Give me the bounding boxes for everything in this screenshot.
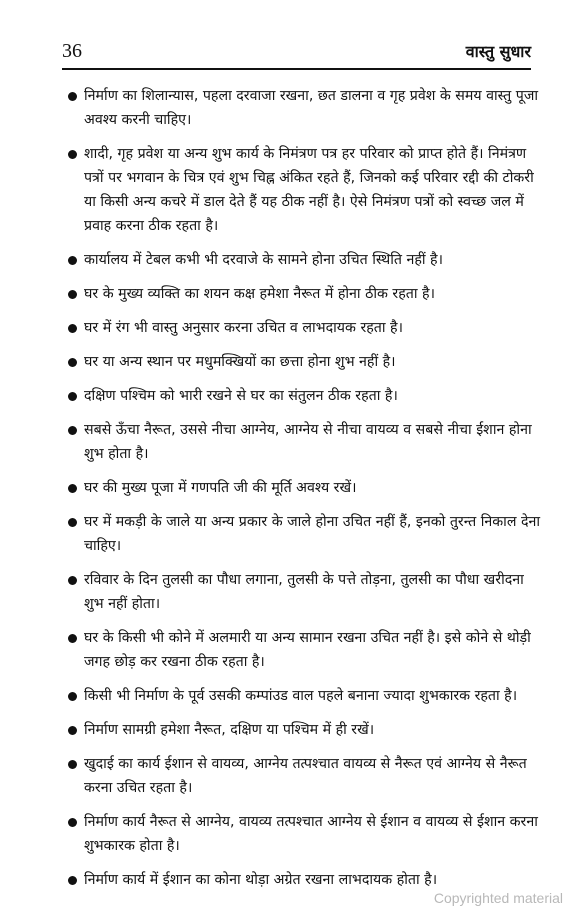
- bullet-icon: [68, 576, 77, 585]
- list-item: [84, 350, 544, 374]
- list-item: [84, 84, 544, 132]
- list-item: [84, 684, 544, 708]
- list-item-text: निर्माण सामग्री हमेशा नैरूत, दक्षिण या पश्चिम में ही रखें।: [84, 722, 375, 738]
- list-item-text: किसी भी निर्माण के पूर्व उसकी कम्पांउड वाल पहले बनाना ज्यादा शुभकारक रहता है।: [84, 688, 518, 704]
- list-item: [84, 718, 544, 742]
- list-item: [84, 384, 544, 408]
- page-header: [62, 38, 531, 70]
- bullet-icon: [68, 726, 77, 735]
- list-item-text: घर के मुख्य व्यक्ति का शयन कक्ष हमेशा नैरूत में होना ठीक रहता है।: [84, 286, 435, 302]
- bullet-icon: [68, 426, 77, 435]
- list-item-text: घर में मकड़ी के जाले या अन्य प्रकार के जाले होना उचित नहीं हैं, इनको तुरन्त निकाल देना चाहिए।: [84, 514, 541, 554]
- list-item-text: घर के किसी भी कोने में अलमारी या अन्य सामान रखना उचित नहीं है। इसे कोने से थोड़ी जगह छोड़ कर रखना ठीक रहता है।: [84, 630, 531, 670]
- list-item: [84, 810, 544, 858]
- list-item: [84, 476, 544, 500]
- list-item: [84, 142, 544, 238]
- list-item-text: खुदाई का कार्य ईशान से वायव्य, आग्नेय तत्पश्चात वायव्य से नैरूत एवं आग्नेय से नैरूत करना उचित रहता है।: [84, 756, 527, 796]
- list-item: [84, 868, 544, 892]
- bullet-icon: [68, 392, 77, 401]
- bullet-icon: [68, 692, 77, 701]
- bullet-icon: [68, 150, 77, 159]
- bullet-icon: [68, 324, 77, 333]
- bullet-icon: [68, 760, 77, 769]
- list-item-text: निर्माण का शिलान्यास, पहला दरवाजा रखना, छत डालना व गृह प्रवेश के समय वास्तु पूजा अवश्य करनी चाहिए।: [84, 88, 539, 128]
- list-item: [84, 282, 544, 306]
- list-item-text: घर की मुख्य पूजा में गणपति जी की मूर्ति अवश्य रखें।: [84, 480, 357, 496]
- bullet-icon: [68, 484, 77, 493]
- list-item: [84, 626, 544, 674]
- bullet-icon: [68, 256, 77, 265]
- list-item-text: रविवार के दिन तुलसी का पौधा लगाना, तुलसी के पत्ते तोड़ना, तुलसी का पौधा खरीदना शुभ नहीं होता।: [84, 572, 524, 612]
- list-item-text: घर में रंग भी वास्तु अनुसार करना उचित व लाभदायक रहता है।: [84, 320, 403, 336]
- list-item: [84, 248, 544, 272]
- list-item: [84, 568, 544, 616]
- bullet-icon: [68, 358, 77, 367]
- bullet-icon: [68, 92, 77, 101]
- list-item: [84, 752, 544, 800]
- page-number: 36: [62, 40, 82, 62]
- bullet-icon: [68, 876, 77, 885]
- bullet-icon: [68, 518, 77, 527]
- bullet-icon: [68, 634, 77, 643]
- list-item-text: दक्षिण पश्चिम को भारी रखने से घर का संतुलन ठीक रहता है।: [84, 388, 398, 404]
- list-item: [84, 316, 544, 340]
- bullet-icon: [68, 818, 77, 827]
- bullet-icon: [68, 290, 77, 299]
- list-item: [84, 418, 544, 466]
- list-item: [84, 510, 544, 558]
- bullet-list: [84, 84, 544, 902]
- copyright-notice: Copyrighted material: [433, 890, 563, 906]
- list-item-text: सबसे ऊँचा नैरूत, उससे नीचा आग्नेय, आग्नेय से नीचा वायव्य व सबसे नीचा ईशान होना शुभ होता है।: [84, 422, 532, 462]
- list-item-text: शादी, गृह प्रवेश या अन्य शुभ कार्य के निमंत्रण पत्र हर परिवार को प्राप्त होते हैं। निमंत्रण पत्रों पर भगवान के चित्र एवं शुभ चिह्न अंकित रहते हैं, जिनको कई परिवार रद्दी की टोकरी या किसी अन्य कचरे में डाल देते हैं यह ठीक नहीं है। ऐसे निमंत्रण पत्रों को स्वच्छ जल में प्रवाह करना ठीक रहता है।: [84, 146, 534, 234]
- list-item-text: कार्यालय में टेबल कभी भी दरवाजे के सामने होना उचित स्थिति नहीं है।: [84, 252, 443, 268]
- list-item-text: निर्माण कार्य नैरूत से आग्नेय, वायव्य तत्पश्चात आग्नेय से ईशान व वायव्य से ईशान करना शुभकारक होता है।: [84, 814, 538, 854]
- list-item-text: घर या अन्य स्थान पर मधुमक्खियों का छत्ता होना शुभ नहीं है।: [84, 354, 396, 370]
- list-item-text: निर्माण कार्य में ईशान का कोना थोड़ा अग्रेत रखना लाभदायक होता है।: [84, 872, 438, 888]
- running-title: वास्तु सुधार: [465, 42, 531, 61]
